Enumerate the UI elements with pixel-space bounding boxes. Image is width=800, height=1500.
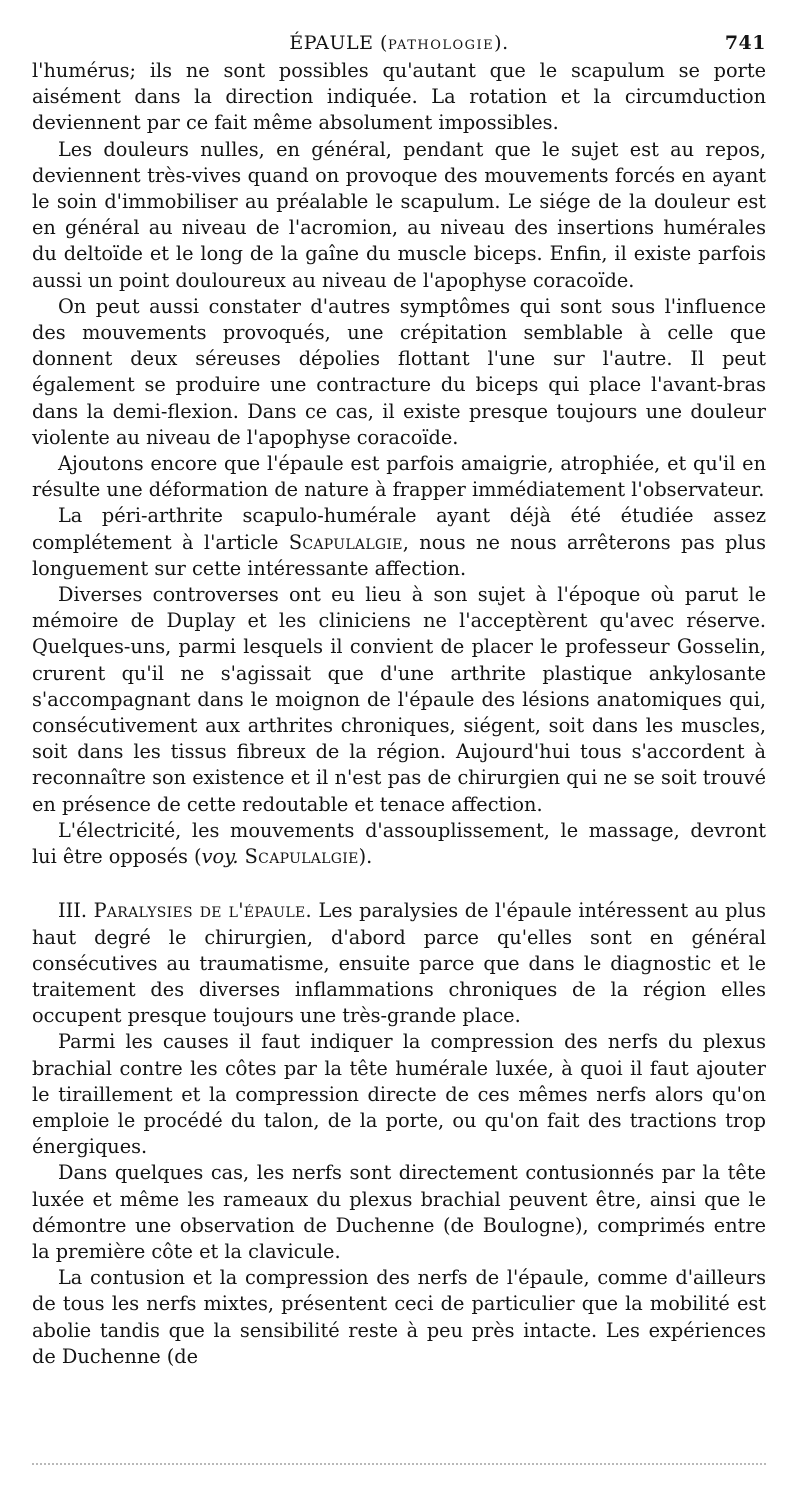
paragraph-7-text-b: ). xyxy=(358,845,373,869)
paragraph-4: Ajoutons encore que l'épaule est parfois amaigrie, atrophiée, et qu'il en résulte une déformation de nature à frapper immédiatement l'observateur. xyxy=(32,452,766,502)
running-title-main: ÉPAULE ( xyxy=(289,32,388,54)
paragraph-5-text-b: , nous ne nous arrêterons pas plus longuement sur cette intéressante affection. xyxy=(32,530,767,580)
section-iii-text: Les paralysies de l'épaule intéressent au plus haut degré le chirurgien, d'abord parce qu'elles sont en général consécutives au traumatisme, ensuite parce que dans le diagnostic et le traitement des diverses inflammations chroniques de la région elles occupent presque toujours une très-grande place. xyxy=(32,899,766,1028)
paragraph-6: Diverses controverses ont eu lieu à son sujet à l'époque où parut le mémoire de Duplay et les cliniciens ne l'acceptèrent qu'avec réserve. Quelques-uns, parmi lesquels il convient de placer le professeur Gosselin, crurent qu'il ne s'agissait que d'une arthrite plastique ankylosante s'accompagnant dans le moignon de l'épaule des lésions anatomiques qui, consécutivement aux arthrites chroniques, siégent, soit dans les muscles, soit dans les tissus fibreux de la région. Aujourd'hui tous s'accordent à reconnaître son existence et il n'est pas de chirurgien qui ne se soit trouvé en présence de cette redoutable et tenace affection. xyxy=(32,583,766,816)
running-title-smallcaps: PATHOLOGIE xyxy=(387,38,495,53)
paragraph-3: On peut aussi constater d'autres symptômes qui sont sous l'influence des mouvements provoqués, une crépitation semblable à celle que donnent deux séreuses dépolies flottant l'une sur l'autre. Il peut également se produire une contracture du biceps qui place l'avant-bras dans la demi-flexion. Dans ce cas, il existe presque toujours une douleur violente au niveau de l'apophyse coracoïde. xyxy=(32,294,766,449)
paragraph-5-reference: Scapulalgie xyxy=(288,530,403,554)
paragraph-10: Dans quelques cas, les nerfs sont directement contusionnés par la tête luxée et même les rameaux du plexus brachial peuvent être, ainsi que le démontre une observation de Duchenne (de Boulogne), comprimés entre la première côte et la clavicule. xyxy=(32,1161,766,1263)
running-title-end: ). xyxy=(494,32,509,54)
book-page xyxy=(32,28,766,1370)
section-gap xyxy=(32,870,766,898)
paragraph-5 xyxy=(32,503,766,582)
paragraph-7-text-a: L'électricité, les mouvements d'assouplissement, le massage, devront lui être opposés ( xyxy=(32,818,766,869)
paragraph-11: La contusion et la compression des nerfs de l'épaule, comme d'ailleurs de tous les nerfs mixtes, présentent ceci de particulier que la mobilité est abolie tandis que la sensibilité reste à peu près intacte. Les expériences de Duchenne (de xyxy=(32,1266,766,1368)
section-iii-paragraph xyxy=(32,898,766,1029)
paragraph-7-voy: voy. xyxy=(201,845,239,869)
running-title xyxy=(32,32,766,54)
paragraph-7-reference: Scapulalgie xyxy=(244,845,359,869)
section-number: III. xyxy=(58,899,94,923)
running-head xyxy=(32,28,766,58)
section-heading: Paralysies de l'épaule. xyxy=(93,899,312,923)
faint-bleed-through-line xyxy=(32,1463,766,1469)
page-number: 741 xyxy=(724,32,766,54)
paragraph-1: l'humérus; ils ne sont possibles qu'autant que le scapulum se porte aisément dans la direction indiquée. La rotation et la circumduction deviennent par ce fait même absolument impossibles. xyxy=(32,59,766,135)
paragraph-5-text-a: La péri-arthrite scapulo-humérale ayant déjà été étudiée assez complétement à l'article xyxy=(32,504,766,554)
paragraph-2: Les douleurs nulles, en général, pendant que le sujet est au repos, deviennent très-vives quand on provoque des mouvements forcés en ayant le soin d'immobiliser au préalable le scapulum. Le siége de la douleur est en général au niveau de l'acromion, au niveau des insertions humérales du deltoïde et le long de la gaîne du muscle biceps. Enfin, il existe parfois aussi un point douloureux au niveau de l'apophyse coracoïde. xyxy=(32,137,766,292)
paragraph-9: Parmi les causes il faut indiquer la compression des nerfs du plexus brachial contre les côtes par la tête humérale luxée, à quoi il faut ajouter le tiraillement et la compression directe de ces mêmes nerfs alors qu'on emploie le procédé du talon, de la porte, ou qu'on fait des tractions trop énergiques. xyxy=(32,1030,766,1159)
paragraph-7 xyxy=(32,818,766,870)
